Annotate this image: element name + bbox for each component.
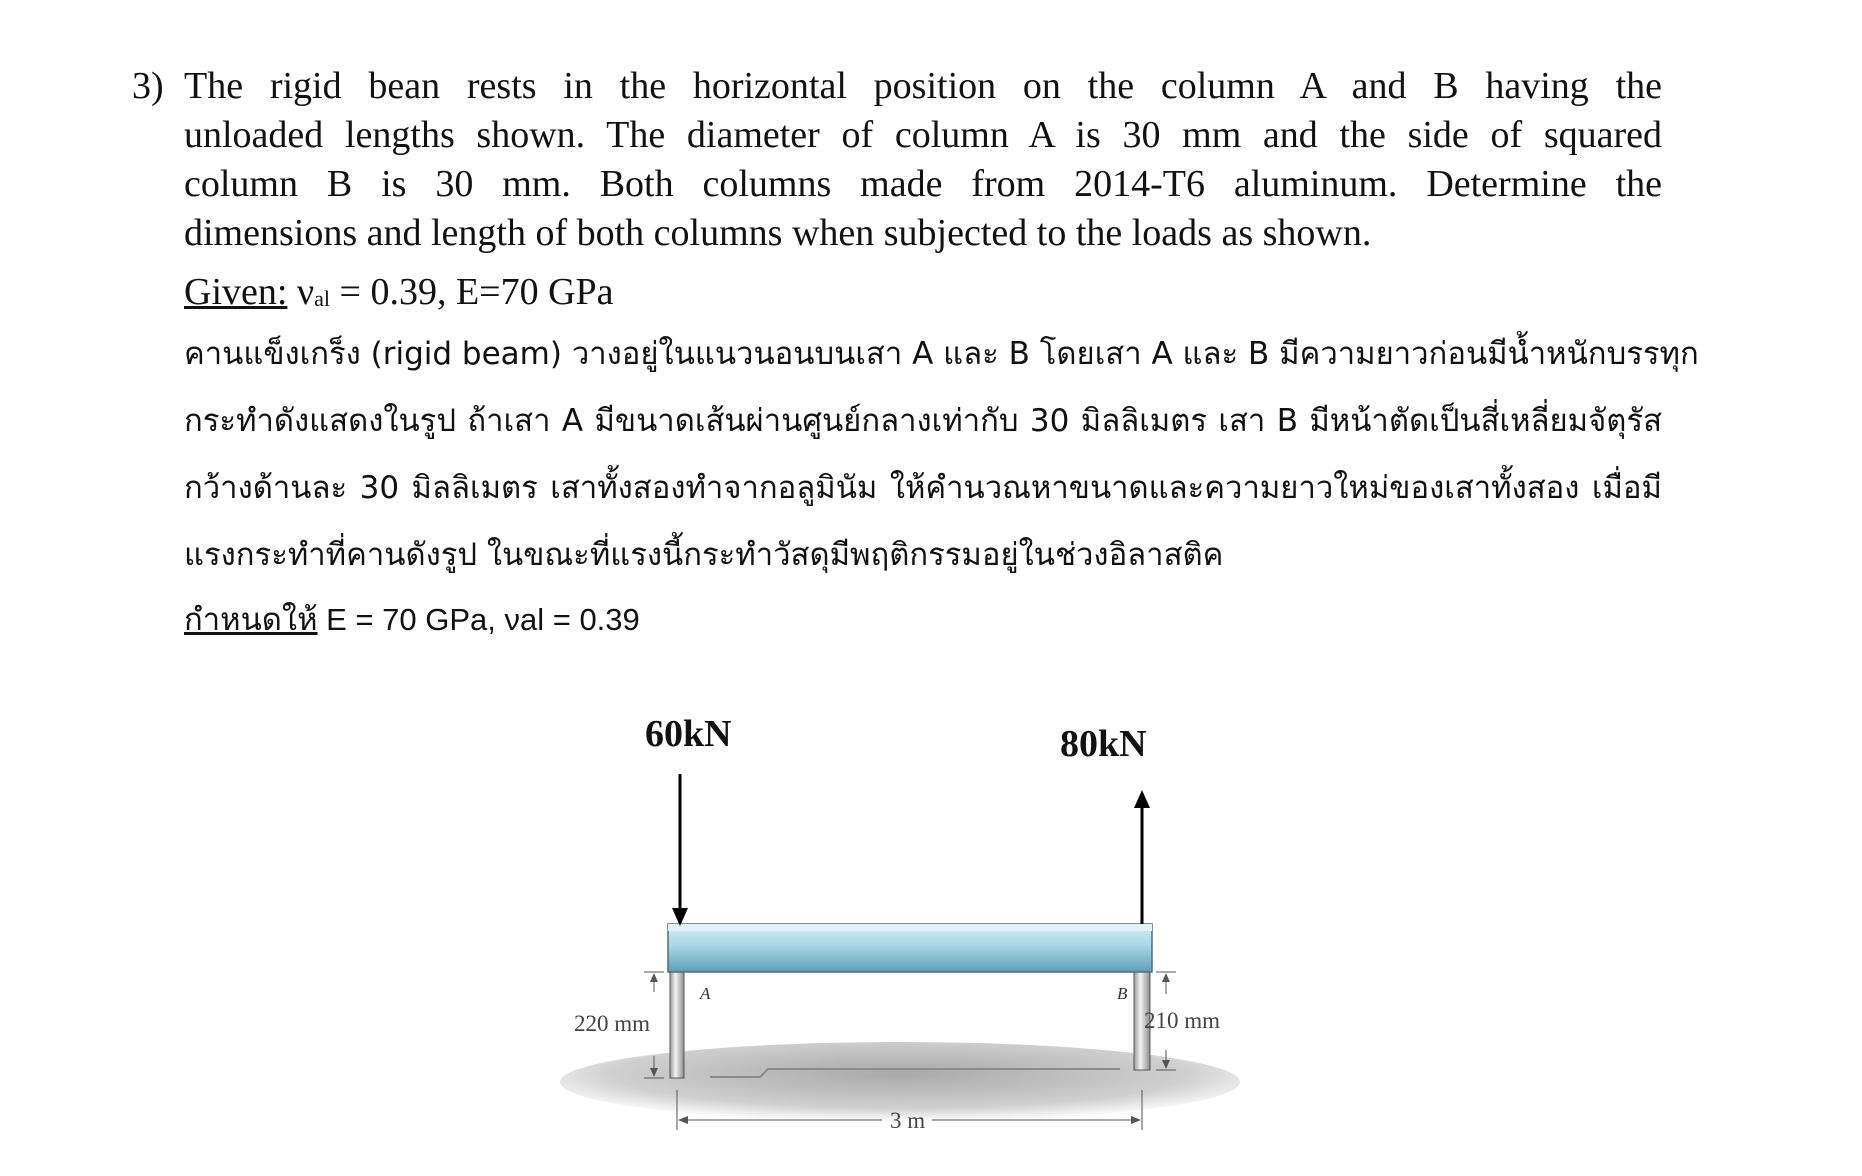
rigid-beam	[668, 924, 1152, 972]
given-values: = 0.39, E=70 GPa	[330, 271, 614, 313]
given-english	[184, 268, 614, 323]
problem-line-4: dimensions and length of both columns when subjected to the loads as shown.	[184, 212, 1372, 254]
poisson-symbol: ν	[296, 271, 315, 313]
load-b-label: 80kN	[1060, 723, 1147, 765]
column-a	[670, 972, 684, 1078]
problem-number: 3)	[132, 65, 164, 107]
load-a-label: 60kN	[645, 713, 732, 755]
thai-line-1: คานแข็งเกร็ง (rigid beam) วางอยู่ในแนวนอนบนเสา A และ B โดยเสา A และ B มีความยาวก่อนมีน้ำหนักบรรทุก	[184, 336, 1699, 372]
problem-line-3: column B is 30 mm. Both columns made from 2014-T6 aluminum. Determine the	[184, 163, 1662, 205]
load-b-arrow-head	[1134, 790, 1150, 808]
span-arrow-left	[678, 1116, 688, 1124]
beam-top-face	[668, 924, 1152, 931]
given-thai-values: E = 70 GPa, νal = 0.39	[317, 602, 640, 637]
thai-line-4: แรงกระทำที่คานดังรูป ในขณะที่แรงนี้กระทำวัสดุมีพฤติกรรมอยู่ในช่วงอิลาสติค	[184, 537, 1224, 573]
column-a-letter: A	[700, 984, 711, 1003]
problem-line-2: unloaded lengths shown. The diameter of column A is 30 mm and the side of squared	[184, 114, 1662, 156]
dim-b-arrow-top	[1162, 973, 1170, 982]
column-a-length: 220 mm	[574, 1011, 651, 1036]
span-length: 3 m	[890, 1108, 926, 1133]
given-thai	[184, 600, 640, 640]
column-b-letter: B	[1117, 984, 1128, 1003]
thai-line-2: กระทำดังแสดงในรูป ถ้าเสา A มีขนาดเส้นผ่านศูนย์กลางเท่ากับ 30 มิลลิเมตร เสา B มีหน้าตัดเป็นสี่เหลี่ยมจัตุรัส	[184, 403, 1662, 439]
given-label: Given:	[184, 271, 288, 313]
beam-figure	[560, 712, 1260, 1152]
given-thai-label: กำหนดให้	[184, 602, 318, 638]
dim-a-arrow-top	[650, 973, 658, 982]
thai-line-3: กว้างด้านละ 30 มิลลิเมตร เสาทั้งสองทำจากอลูมินัม ให้คำนวณหาขนาดและความยาวใหม่ของเสาทั้งสอง เมื่อมี	[184, 470, 1662, 506]
column-b-length: 210 mm	[1144, 1008, 1221, 1033]
problem-line-1: The rigid bean rests in the horizontal position on the column A and B having the	[184, 65, 1662, 107]
span-arrow-right	[1131, 1116, 1141, 1124]
beam-diagram	[560, 712, 1260, 1152]
poisson-subscript: al	[314, 286, 331, 311]
